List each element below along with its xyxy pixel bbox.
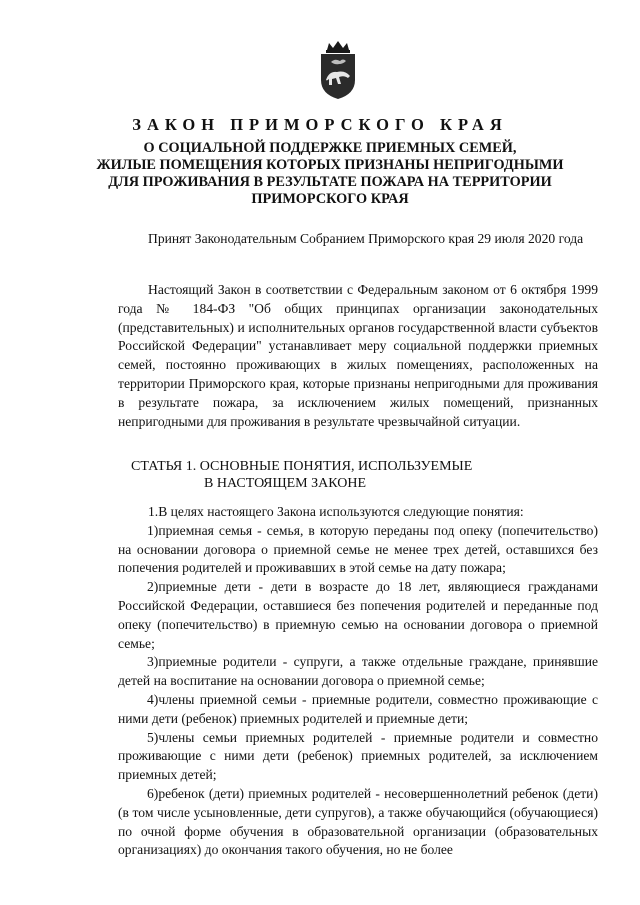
article-body <box>118 503 598 860</box>
preamble-text: Настоящий Закон в соответствии с Федеральным законом от 6 октября 1999 года № 184-ФЗ "Об общих принципах организации законодательных (представительных) и исполнительных органов государственной власти субъектов Российской Федерации" устанавливает меру социальной поддержки приемных семей, постоянно проживающих в жилых помещениях, расположенных на территории Приморского края, которые признаны непригодными для проживания в результате пожара, за исключением жилых помещений, признанных непригодными для проживания в результате чрезвычайной ситуации. <box>118 282 598 429</box>
law-title: ЗАКОН ПРИМОРСКОГО КРАЯ <box>132 115 508 134</box>
primorsky-krai-coat-of-arms-icon <box>315 40 361 100</box>
article-heading-line: СТАТЬЯ 1. ОСНОВНЫЕ ПОНЯТИЯ, ИСПОЛЬЗУЕМЫЕ <box>131 459 473 474</box>
article-heading <box>131 458 571 492</box>
definition-item: 6)ребенок (дети) приемных родителей - несовершеннолетний ребенок (дети) (в том числе усыновленные, дети супругов), а также обучающийся (обучающиеся) по очной форме обучения в образовательной организации (образовательных организациях) до окончания такого обучения, но не более <box>118 785 598 858</box>
definition-item: 5)члены семьи приемных родителей - приемные родители и совместно проживающие с ними дети (ребенок) приемных родителей, за исключением приемных детей; <box>118 729 598 783</box>
adoption-text: Принят Законодательным Собранием Приморского края 29 июля 2020 года <box>148 231 584 246</box>
definition-item: 1)приемная семья - семья, в которую переданы под опеку (попечительство) на основании договора о приемной семье не менее трех детей, оставшихся без попечения родителей и проживавших в этой семье на дату пожара; <box>118 522 598 576</box>
subtitle-line: О СОЦИАЛЬНОЙ ПОДДЕРЖКЕ ПРИЕМНЫХ СЕМЕЙ, <box>143 140 517 156</box>
definition-item: 3)приемные родители - супруги, а также отдельные граждане, принявшие детей на воспитание на основании договора о приемной семье; <box>118 654 598 689</box>
definition-item: 2)приемные дети - дети в возрасте до 18 лет, являющиеся гражданами Российской Федерации, оставшиеся без попечения родителей и переданные под опеку (попечительство) в приемную семью на основании договора о приемной семье; <box>118 579 598 651</box>
law-subtitle <box>60 140 600 208</box>
subtitle-line: ДЛЯ ПРОЖИВАНИЯ В РЕЗУЛЬТАТЕ ПОЖАРА НА ТЕРРИТОРИИ <box>108 174 552 190</box>
preamble <box>118 281 598 431</box>
clause-intro: 1.В целях настоящего Закона используются следующие понятия: <box>148 504 524 519</box>
adoption-note <box>118 230 598 249</box>
article-heading-line: В НАСТОЯЩЕМ ЗАКОНЕ <box>204 476 367 491</box>
definition-item: 4)члены приемной семьи - приемные родители, совместно проживающие с ними дети (ребенок) приемных родителей и приемные дети; <box>118 691 598 726</box>
subtitle-line: ПРИМОРСКОГО КРАЯ <box>251 191 409 207</box>
subtitle-line: ЖИЛЫЕ ПОМЕЩЕНИЯ КОТОРЫХ ПРИЗНАНЫ НЕПРИГОДНЫМИ <box>96 157 564 173</box>
